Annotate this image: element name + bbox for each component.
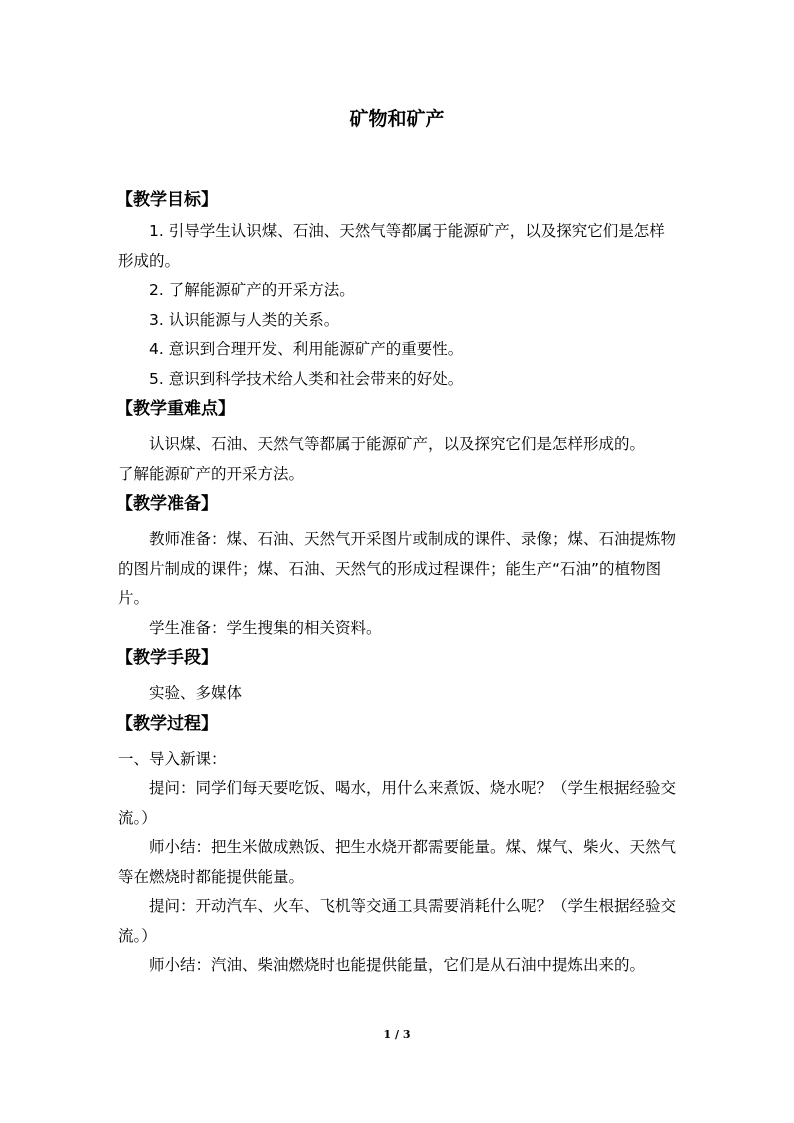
process-paragraph-2: 师小结：把生米做成熟饭、把生水烧开都需要能量。煤、煤气、柴火、天然气等在燃烧时都能提供能量。	[118, 838, 677, 886]
key-points-text-1: 认识煤、石油、天然气等都属于能源矿产，以及探究它们是怎样形成的。	[149, 435, 646, 453]
preparation-student: 学生准备：学生搜集的相关资料。	[149, 618, 382, 637]
goal-item-2: 2. 了解能源矿产的开采方法。	[149, 281, 355, 299]
goal-item-3: 3. 认识能源与人类的关系。	[149, 310, 340, 329]
section-heading-key-points: 【教学重难点】	[116, 399, 235, 419]
section-heading-goals: 【教学目标】	[116, 190, 218, 210]
section-heading-process: 【教学过程】	[116, 713, 218, 734]
section-heading-preparation: 【教学准备】	[116, 494, 218, 514]
means-text: 实验、多媒体	[149, 684, 243, 702]
preparation-teacher: 教师准备：煤、石油、天然气开采图片或制成的课件、录像；煤、石油提炼物的图片制成的课件；煤、石油、天然气的形成过程课件；能生产“石油”的植物图片。	[118, 530, 677, 607]
page-number: 1 / 3	[383, 1028, 411, 1041]
process-paragraph-3: 提问：开动汽车、火车、飞机等交通工具需要消耗什么呢？（学生根据经验交流。）	[118, 897, 677, 945]
process-subheading: 一、导入新课：	[118, 749, 227, 768]
goal-item-4: 4. 意识到合理开发、利用能源矿产的重要性。	[149, 340, 464, 358]
section-heading-means: 【教学手段】	[116, 648, 218, 668]
process-paragraph-4: 师小结：汽油、柴油燃烧时也能提供能量，它们是从石油中提炼出来的。	[149, 956, 646, 974]
document-body	[118, 185, 678, 981]
process-paragraph-1: 提问：同学们每天要吃饭、喝水，用什么来煮饭、烧水呢？（学生根据经验交流。）	[118, 779, 677, 827]
key-points-text-2: 了解能源矿产的开采方法。	[118, 464, 305, 483]
goal-item-1: 1. 引导学生认识煤、石油、天然气等都属于能源矿产，以及探究它们是怎样形成的。	[118, 222, 665, 270]
page-title: 矿物和矿产	[349, 108, 445, 130]
goal-item-5: 5. 意识到科学技术给人类和社会带来的好处。	[149, 369, 464, 388]
